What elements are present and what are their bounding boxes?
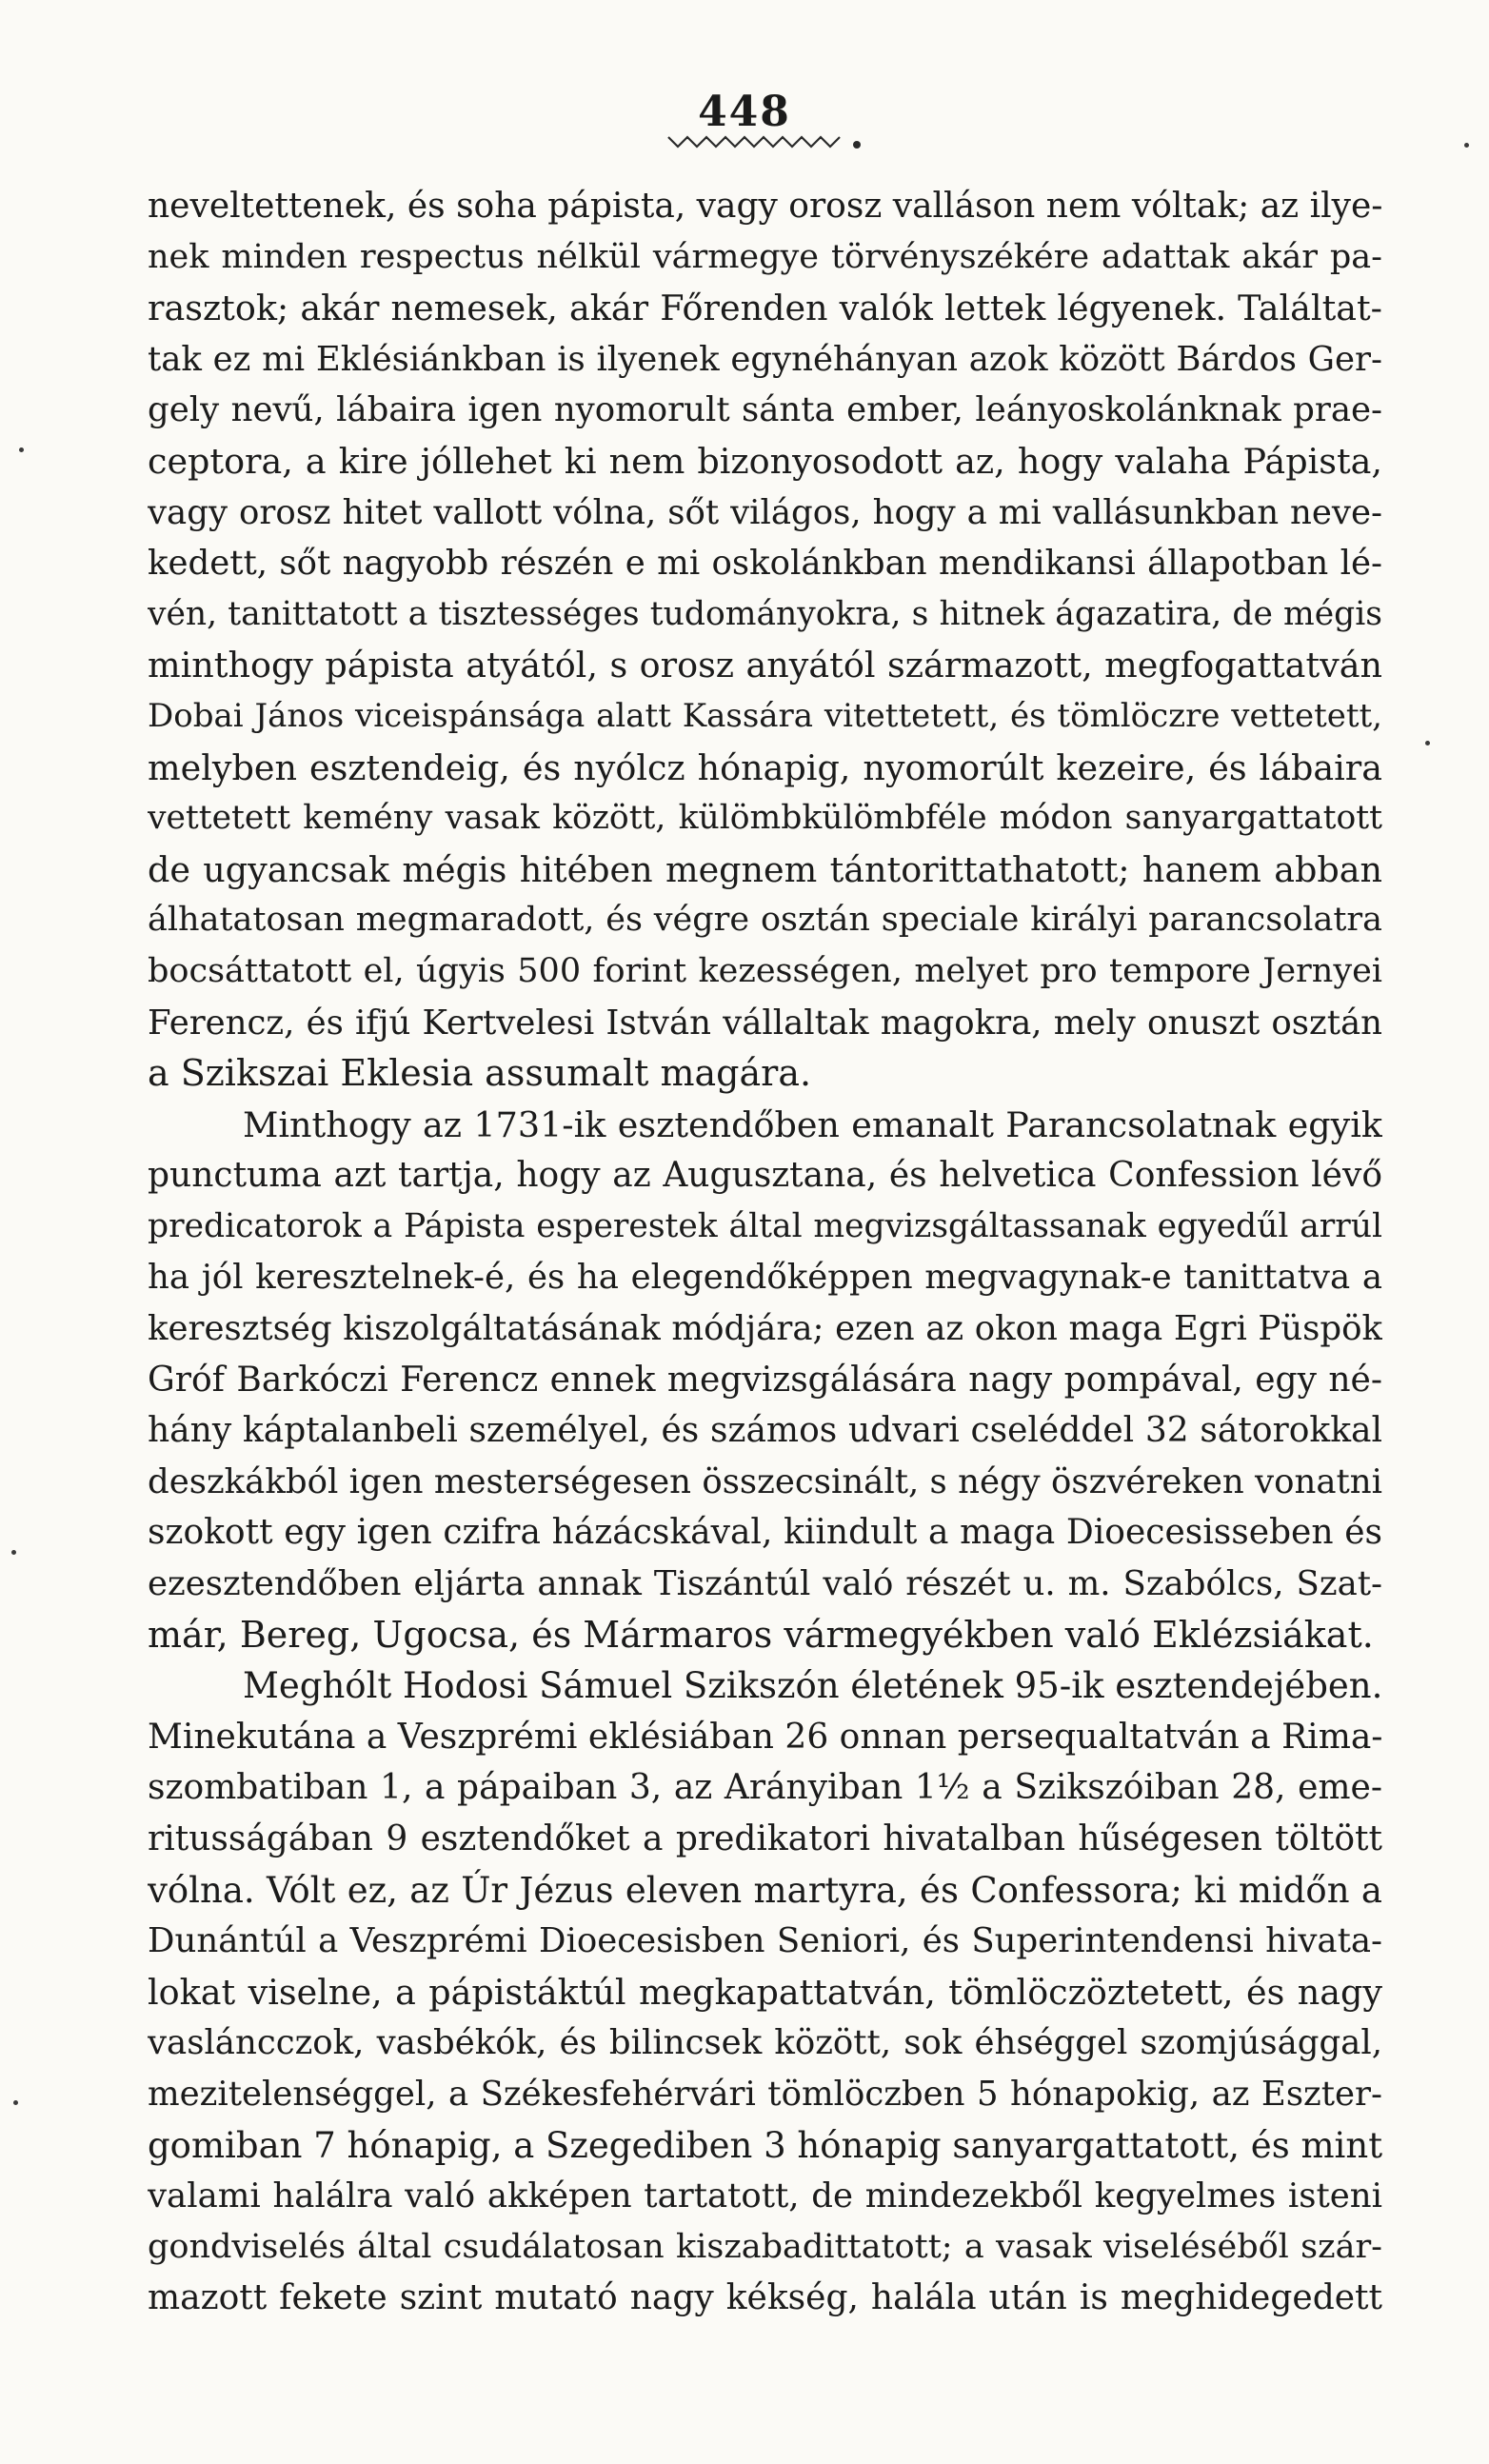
paragraph-2 [148, 1100, 1382, 1661]
text-line: Minekutána a Veszprémi eklésiában 26 onnan persequaltatván a Rima- [148, 1717, 1382, 1757]
page-speck [1464, 143, 1469, 148]
body-text [148, 181, 1382, 2324]
text-line: bocsáttatott el, úgyis 500 forint kezességen, melyet pro tempore Jernyei [148, 951, 1382, 990]
text-line: ceptora, a kire jóllehet ki nem bizonyosodott az, hogy valaha Pápista, [148, 440, 1382, 482]
text-line: ha jól keresztelnek-é, és ha elegendőképpen megvagynak-e tanittatva a [148, 1258, 1382, 1298]
text-line: gondviselés által csudálatosan kiszabadittatott; a vasak viseléséből szár- [148, 2227, 1382, 2266]
text-line: vólna. Vólt ez, az Úr Jézus eleven martyra, és Confessora; ki midőn a [148, 1869, 1382, 1911]
text-line: keresztség kiszolgáltatásának módjára; ezen az okon maga Egri Püspök [148, 1309, 1382, 1349]
text-line: Ferencz, és ifjú Kertvelesi István vállaltak magokra, mely onuszt osztán [148, 1003, 1382, 1043]
text-line: nek minden respectus nélkül vármegye törvényszékére adattak akár pa- [148, 237, 1382, 276]
text-line: rasztok; akár nemesek, akár Főrenden valók lettek légyenek. Találtat- [148, 288, 1382, 329]
text-line: már, Bereg, Ugocsa, és Mármaros vármegyékben való Eklézsiákat. [148, 1613, 1374, 1656]
text-line: tak ez mi Eklésiánkban is ilyenek egynéhányan azok között Bárdos Ger- [148, 339, 1382, 379]
text-line: de ugyancsak mégis hitében megnem tántorittathatott; hanem abban [148, 848, 1382, 890]
text-line: neveltettenek, és soha pápista, vagy orosz valláson nem vóltak; az ilye- [148, 187, 1382, 226]
text-line: Gróf Barkóczi Ferencz ennek megvizsgálására nagy pompával, egy né- [148, 1360, 1382, 1400]
paragraph-1 [148, 181, 1382, 1100]
text-line: vagy orosz hitet vallott vólna, sőt világos, hogy a mi vallásunkban neve- [148, 492, 1382, 532]
text-line: gomiban 7 hónapig, a Szegediben 3 hónapig sanyargattatott, és mint [148, 2124, 1382, 2166]
text-line: vettetett kemény vasak között, külömbkülömbféle módon sanyargattatott [148, 799, 1382, 838]
page-speck [11, 1550, 16, 1555]
page-speck [1425, 741, 1430, 745]
text-line: a Szikszai Eklesia assumalt magára. [148, 1052, 812, 1095]
text-line: lokat viselne, a pápistáktúl megkapattatván, tömlöczöztetett, és nagy [148, 1971, 1382, 2013]
text-line: melyben esztendeig, és nyólcz hónapig, nyomorúlt kezeire, és lábaira [148, 746, 1382, 788]
text-line: ritusságában 9 esztendőket a predikatori hivatalban hűségesen töltött [148, 1819, 1382, 1858]
text-line: Dobai János viceispánsága alatt Kassára vitettetett, és tömlöczre vettetett, [148, 696, 1382, 735]
page-speck [13, 2100, 18, 2105]
text-line: punctuma azt tartja, hogy az Augusztana, és helvetica Confession lévő [148, 1156, 1382, 1196]
text-line: valami halálra való akképen tartatott, de mindezekből kegyelmes isteni [148, 2176, 1382, 2216]
wavy-ornament-icon [666, 133, 866, 152]
paragraph-3 [148, 1660, 1382, 2324]
text-line: gely nevű, lábaira igen nyomorult sánta ember, leányoskolánknak prae- [148, 390, 1382, 430]
text-line: szombatiban 1, a pápaiban 3, az Arányiban 1½ a Szikszóiban 28, eme- [148, 1768, 1382, 1808]
text-line: minthogy pápista atyától, s orosz anyától származott, megfogattatván [148, 645, 1382, 686]
text-line: Minthogy az 1731-ik esztendőben emanalt Parancsolatnak egyik [243, 1103, 1382, 1145]
text-line: mazott fekete szint mutató nagy kékség, halála után is meghidegedett [148, 2278, 1382, 2318]
text-line: vasláncczok, vasbékók, és bilincsek között, sok éhséggel szomjúsággal, [148, 2023, 1382, 2063]
text-line: kedett, sőt nagyobb részén e mi oskolánkban mendikansi állapotban lé- [148, 544, 1382, 584]
text-line: Meghólt Hodosi Sámuel Szikszón életének 95-ik esztendejében. [243, 1665, 1382, 1707]
text-line: mezitelenséggel, a Székesfehérvári tömlöczben 5 hónapokig, az Eszter- [148, 2074, 1382, 2114]
page-speck [19, 447, 24, 452]
page-number: 448 [698, 88, 791, 136]
text-line: vén, tanittatott a tisztességes tudományokra, s hitnek ágazatira, de mégis [148, 594, 1382, 633]
text-line: Dunántúl a Veszprémi Dioecesisben Seniori, és Superintendensi hivata- [148, 1921, 1382, 1961]
text-line: szokott egy igen czifra házácskával, kiindult a maga Dioecesisseben és [148, 1513, 1382, 1553]
text-line: hány káptalanbeli személyel, és számos udvari cseléddel 32 sátorokkal [148, 1411, 1382, 1451]
text-line: deszkákból igen mesterségesen összecsinált, s négy öszvéreken vonatni [148, 1461, 1382, 1501]
text-line: ezesztendőben eljárta annak Tiszántúl való részét u. m. Szabólcs, Szat- [148, 1564, 1382, 1604]
text-line: álhatatosan megmaradott, és végre osztán speciale királyi parancsolatra [148, 901, 1382, 940]
text-line: predicatorok a Pápista esperestek által megvizsgáltassanak egyedűl arrúl [148, 1206, 1382, 1245]
